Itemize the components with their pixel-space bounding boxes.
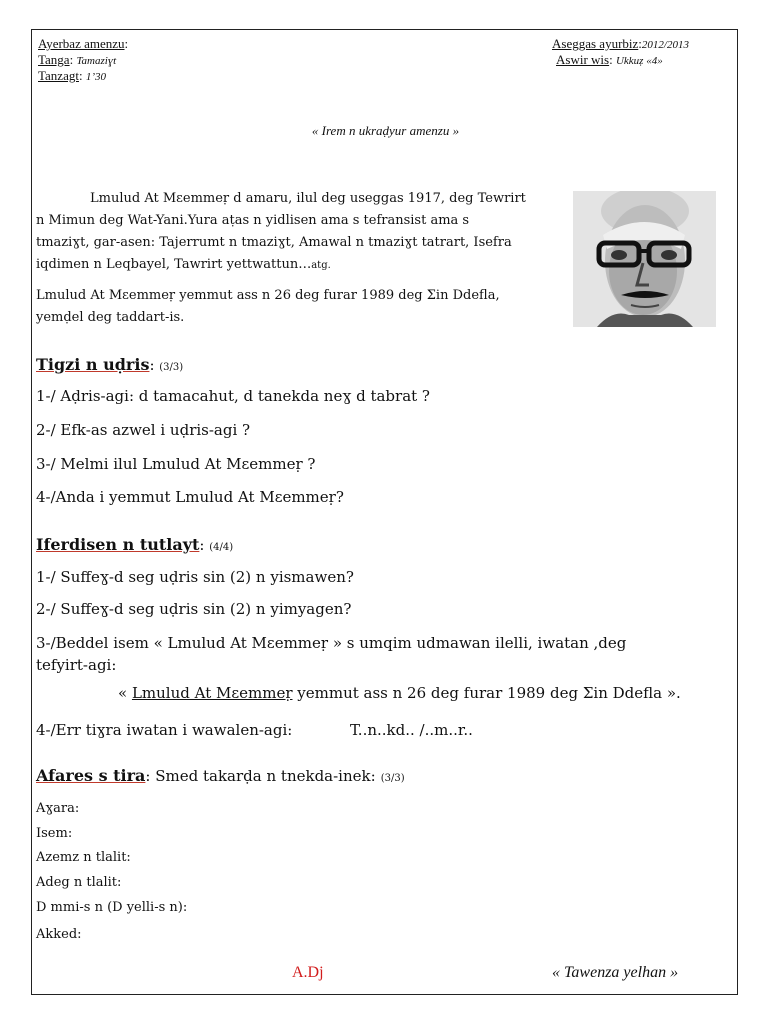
form-field-with: Akked:: [36, 927, 82, 942]
exam-title: « Irem n ukraḍyur amenzu »: [311, 123, 460, 138]
author-initials: A.Dj: [292, 964, 324, 981]
form-field-parent: D mmi-s n (D yelli-s n):: [36, 900, 188, 915]
language-question-3-line2: tefyirt-agi:: [36, 656, 117, 674]
section-comprehension-heading: Tigzi n uḍris: (3/3): [36, 355, 184, 374]
author-portrait-photo: [573, 191, 716, 327]
form-field-birth-place: Adeg n tlalit:: [36, 875, 122, 890]
paragraph2-line2: yemḍel deg taddart-is.: [36, 310, 185, 325]
comprehension-question-4: 4-/Anda i yemmut Lmulud At Mɛemmeṛ?: [36, 488, 344, 506]
page-frame: [31, 29, 738, 995]
comprehension-question-1: 1-/ Aḍris-agi: d tamacahut, d tanekda neɣ d tabrat ?: [36, 387, 430, 405]
form-field-name: Isem:: [36, 826, 73, 841]
header-school-year: Aseggas ayurbiz:2012/2013: [552, 36, 689, 51]
language-question-1: 1-/ Suffeɣ-d seg uḍris sin (2) n yismawen?: [36, 568, 354, 586]
header-level: Tanga: Tamaziɣt: [38, 52, 117, 67]
form-field-occupation: Aɣara:: [36, 801, 80, 816]
paragraph1-line2: n Mimun deg Wat-Yani.Yura aṭas n yidlisen ama s tefransist ama s: [36, 213, 470, 228]
paragraph1-line3: tmaziɣt, gar-asen: Tajerrumt n tmaziɣt, Amawal n tmaziɣt tatrart, Isefra: [36, 235, 512, 250]
language-question-4-words: T..n..kd.. /..m..r..: [350, 721, 473, 739]
comprehension-question-3: 3-/ Melmi ilul Lmulud At Mɛemmeṛ ?: [36, 455, 316, 473]
paragraph1-line4: iqdimen n Leqbayel, Tawrirt yettwattun…atg.: [36, 257, 331, 272]
header-duration: Tanzagt: 1’30: [38, 68, 107, 83]
language-question-3-line1: 3-/Beddel isem « Lmulud At Mɛemmeṛ » s umqim udmawan ilelli, iwatan ,deg: [36, 634, 627, 652]
portrait-illustration: [573, 191, 716, 327]
paragraph2-line1: Lmulud At Mɛemmeṛ yemmut ass n 26 deg furar 1989 deg Σin Ddefla,: [36, 288, 500, 303]
language-question-4: 4-/Err tiɣra iwatan i wawalen-agi:: [36, 721, 293, 739]
form-field-birth-date: Azemz n tlalit:: [36, 850, 131, 865]
good-luck-wish: « Tawenza yelhan »: [552, 964, 679, 981]
header-subject: Ayerbaz amenzu:: [38, 36, 129, 51]
header-exam-number: Aswir wis: Ukkuẓ «4»: [556, 52, 663, 67]
language-question-2: 2-/ Suffeɣ-d seg uḍris sin (2) n yimyagen?: [36, 600, 352, 618]
quoted-sentence: « Lmulud At Mɛemmeṛ yemmut ass n 26 deg furar 1989 deg Σin Ddefla ».: [118, 684, 681, 702]
section-writing-heading: Afares s tira: Smed takarḍa n tnekda-inek: (3/3): [36, 766, 405, 785]
paragraph1-line1: Lmulud At Mɛemmeṛ d amaru, ilul deg useggas 1917, deg Tewrirt: [90, 191, 526, 206]
section-language-heading: Iferdisen n tutlayt: (4/4): [36, 535, 234, 554]
comprehension-question-2: 2-/ Efk-as azwel i uḍris-agi ?: [36, 421, 251, 439]
